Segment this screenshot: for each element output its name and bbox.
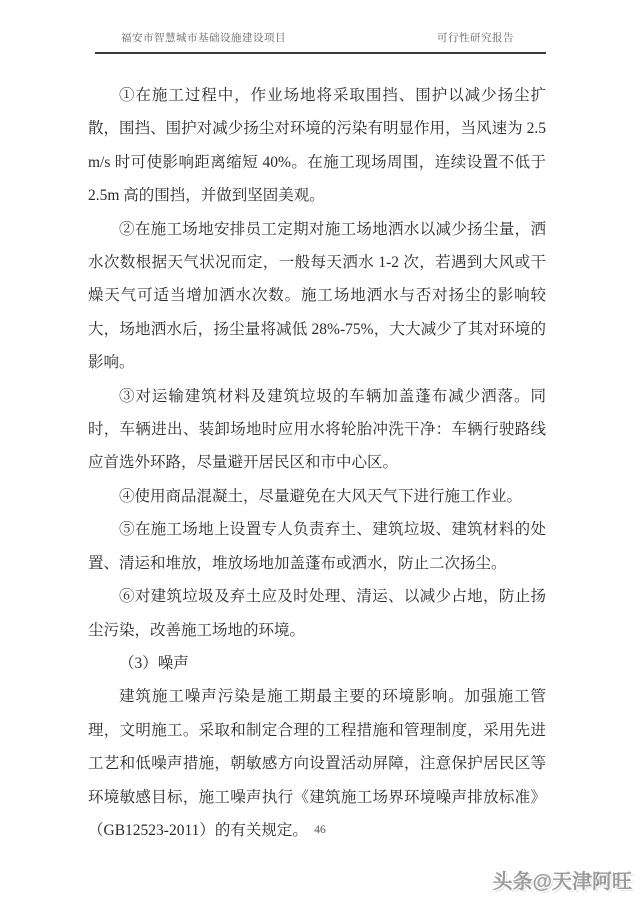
- page-header: [95, 30, 546, 54]
- paragraph: ⑥对建筑垃圾及弃土应及时处理、清运、以减少占地，防止扬尘污染，改善施工场地的环境。: [88, 588, 546, 639]
- document-body: [88, 79, 546, 847]
- paragraph: 建筑施工噪声污染是施工期最主要的环境影响。加强施工管理，文明施工。采取和制定合理的工程措施和管理制度，采用先进工艺和低噪声措施，朝敏感方向设置活动屏障，注意保护居民区等环境敏感目标，施工噪声执行《建筑施工场界环境噪声排放标准》（GB12523-2011）的有关规定。: [88, 688, 546, 839]
- paragraph: ③对运输建筑材料及建筑垃圾的车辆加盖蓬布减少洒落。同时，车辆进出、装卸场地时应用水将轮胎冲洗干净：车辆行驶路线应首选外环路，尽量避开居民区和市中心区。: [88, 387, 546, 472]
- paragraph: ⑤在施工场地上设置专人负责弃土、建筑垃圾、建筑材料的处置、清运和堆放，堆放场地加盖蓬布或洒水，防止二次扬尘。: [88, 521, 546, 572]
- page-number: 46: [314, 824, 326, 836]
- paragraph: ①在施工过程中，作业场地将采取围挡、围护以减少扬尘扩散，围挡、围护对减少扬尘对环境的污染有明显作用，当风速为 2.5m/s 时可使影响距离缩短 40%。在施工现场周围，连续设置不低于 2.5m 高的围挡，并做到坚固美观。: [88, 87, 546, 205]
- section-heading: （3）噪声: [119, 654, 189, 672]
- paragraph: ④使用商品混凝土，尽量避免在大风天气下进行施工作业。: [119, 487, 523, 505]
- header-report-type: 可行性研究报告: [437, 33, 514, 44]
- header-project-title: 福安市智慧城市基础设施建设项目: [121, 33, 286, 44]
- watermark: 头条@天津阿旺: [492, 871, 632, 893]
- page-header-row: [95, 30, 546, 45]
- paragraph: ②在施工场地安排员工定期对施工场地洒水以减少扬尘量，洒水次数根据天气状况而定，一般每天洒水 1-2 次，若遇到大风或干燥天气可适当增加洒水次数。施工场地洒水与否对扬尘的影响较大，场地洒水后，扬尘量将减低 28%-75%，大大减少了其对环境的影响。: [88, 220, 546, 372]
